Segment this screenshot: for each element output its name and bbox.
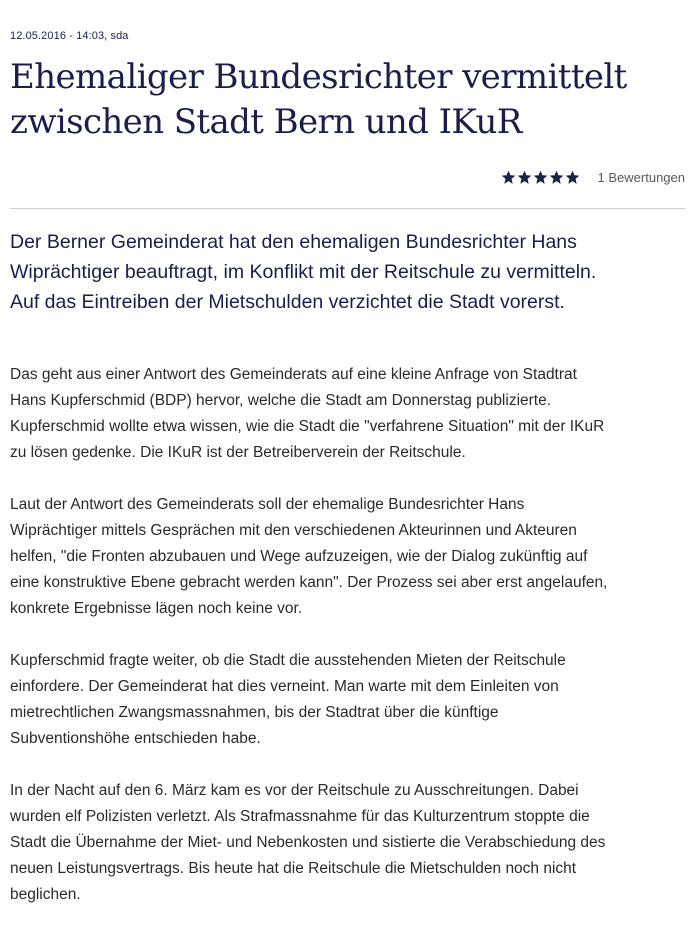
body-paragraph: Laut der Antwort des Gemeinderats soll der ehemalige Bundesrichter Hans Wiprächtiger mittels Gesprächen mit den verschiedenen Akteurinnen und Akteuren helfen, "die Fronten abzubauen und Wege aufzuzeigen, wie der Dialog zukünftig auf eine konstruktive Ebene gebracht werden kann". Der Prozess sei aber erst angelaufen, konkrete Ergebnisse lägen noch keine vor. <box>10 496 608 617</box>
article-body <box>10 362 610 934</box>
star-icon[interactable] <box>501 170 516 185</box>
article-meta: 12.05.2016 - 14:03, sda <box>10 30 129 42</box>
article-title: Ehemaliger Bundesrichter vermittelt zwischen Stadt Bern und IKuR <box>10 57 627 142</box>
star-icon[interactable] <box>533 170 548 185</box>
body-paragraph: In der Nacht auf den 6. März kam es vor der Reitschule zu Ausschreitungen. Dabei wurden elf Polizisten verletzt. Als Strafmassnahme für das Kulturzentrum stoppte die Stadt die Übernahme der Miet- und Nebenkosten und sistierte die Verabschiedung des neuen Leistungsvertrags. Bis heute hat die Reitschule die Mietschulden noch nicht beglichen. <box>10 782 606 903</box>
body-paragraph: Das geht aus einer Antwort des Gemeinderats auf eine kleine Anfrage von Stadtrat Hans Kupferschmid (BDP) hervor, welche die Stadt am Donnerstag publizierte. Kupferschmid wollte etwa wissen, wie die Stadt die "verfahrene Situation" mit der IKuR zu lösen gedenke. Die IKuR ist der Betreiberverein der Reitschule. <box>10 366 605 461</box>
article-lead: Der Berner Gemeinderat hat den ehemaligen Bundesrichter Hans Wiprächtiger beauftragt, im Konflikt mit der Reitschule zu vermitteln. Auf das Eintreiben der Mietschulden verzichtet die Stadt vorerst. <box>10 231 597 313</box>
rating-count: 1 Bewertungen <box>597 170 685 185</box>
body-paragraph: Kupferschmid fragte weiter, ob die Stadt die ausstehenden Mieten der Reitschule einfordere. Der Gemeinderat hat dies verneint. Man warte mit dem Einleiten von mietrechtlichen Zwangsmassnahmen, bis der Stadtrat über die künftige Subventionshöhe entschieden habe. <box>10 652 566 747</box>
divider <box>10 208 685 209</box>
star-icon[interactable] <box>517 170 532 185</box>
rating-stars <box>501 170 580 185</box>
rating-widget <box>501 170 685 185</box>
star-icon[interactable] <box>549 170 564 185</box>
star-icon[interactable] <box>565 170 580 185</box>
